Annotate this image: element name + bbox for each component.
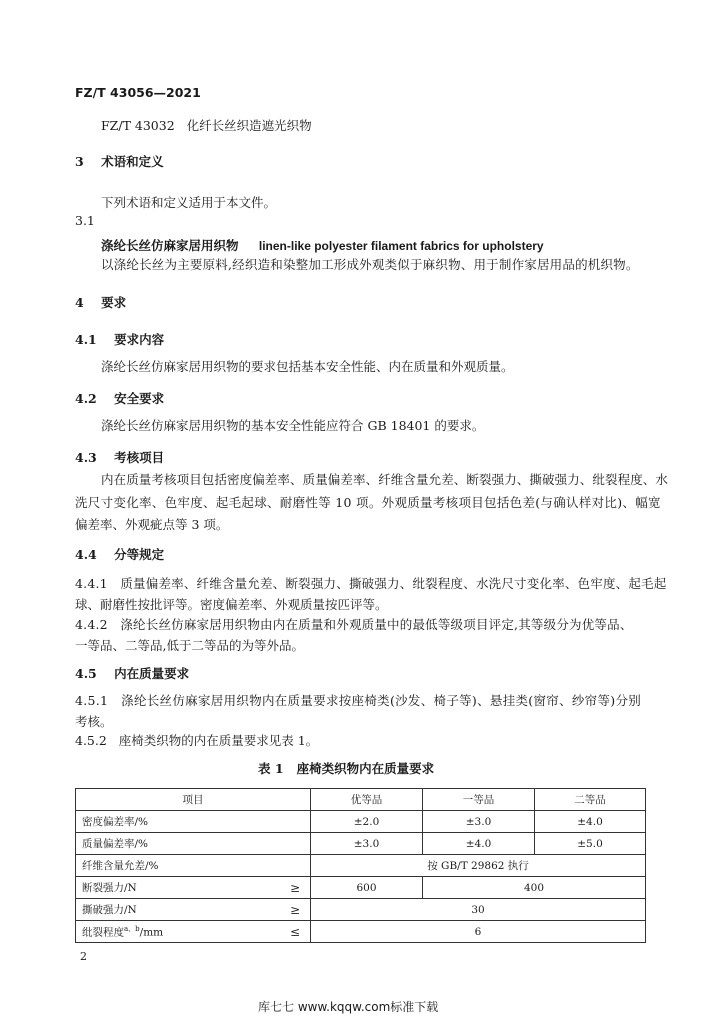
clause-number: 4.4.1 bbox=[75, 576, 108, 591]
reference-title: 化纤长丝织造遮光织物 bbox=[186, 118, 312, 133]
table-row bbox=[76, 921, 646, 943]
clause-4-3-line-1: 内在质量考核项目包括密度偏差率、质量偏差率、纤维含量允差、断裂强力、撕破强力、纰裂程度、水 bbox=[101, 472, 669, 487]
cell-merged: 6 bbox=[311, 921, 646, 943]
clause-4-5-1-line-2: 考核。 bbox=[75, 714, 113, 729]
table-row bbox=[76, 833, 646, 855]
clause-4-4-2-line-2: 一等品、二等品,低于二等品的为等外品。 bbox=[75, 638, 304, 653]
clause-title: 要求内容 bbox=[114, 332, 165, 347]
clause-4-1-text: 涤纶长丝仿麻家居用织物的要求包括基本安全性能、内在质量和外观质量。 bbox=[101, 359, 514, 374]
table-row bbox=[76, 899, 646, 921]
row-label: 断裂强力/N bbox=[76, 877, 281, 899]
clause-text: 涤纶长丝仿麻家居用织物由内在质量和外观质量中的最低等级项目评定,其等级分为优等品、 bbox=[120, 617, 633, 632]
footer-watermark-text: 库七七 www.kqqw.com标准下载 bbox=[258, 1000, 439, 1014]
clause-text: 质量偏差率、纤维含量允差、断裂强力、撕破强力、纰裂程度、水洗尺寸变化率、色牢度、起毛起 bbox=[120, 576, 667, 591]
header-premium: 优等品 bbox=[311, 789, 423, 811]
term-en: linen-like polyester filament fabrics for upholstery bbox=[258, 239, 544, 253]
row-label: 纤维含量允差/% bbox=[76, 855, 311, 877]
cell-second-grade: ±4.0 bbox=[535, 811, 646, 833]
table-row bbox=[76, 877, 646, 899]
clause-number: 4.5 bbox=[75, 666, 97, 681]
clause-number: 4.4 bbox=[75, 547, 97, 562]
clause-title: 分等规定 bbox=[114, 547, 165, 562]
clause-title: 内在质量要求 bbox=[114, 666, 190, 681]
table-row bbox=[76, 855, 646, 877]
clause-4-3-heading bbox=[75, 448, 164, 466]
cell-first-grade: ±3.0 bbox=[423, 811, 535, 833]
reference-code: FZ/T 43032 bbox=[101, 118, 175, 133]
table-number: 表 1 bbox=[258, 761, 284, 776]
comparison-symbol: ≥ bbox=[281, 899, 311, 921]
term-entry bbox=[101, 235, 544, 254]
clause-4-5-heading bbox=[75, 664, 189, 682]
clause-4-3-line-2: 洗尺寸变化率、色牢度、起毛起球、耐磨性等 10 项。外观质量考核项目包括色差(与确认样对比)、幅宽 bbox=[75, 495, 661, 510]
section-title: 要求 bbox=[101, 295, 127, 310]
clause-title: 安全要求 bbox=[114, 391, 165, 406]
row-label: 质量偏差率/% bbox=[76, 833, 311, 855]
clause-title: 考核项目 bbox=[114, 450, 165, 465]
header-first-grade: 一等品 bbox=[423, 789, 535, 811]
footnote-marker: a、b bbox=[124, 924, 140, 933]
section-3-heading bbox=[75, 152, 164, 170]
section-4-heading bbox=[75, 293, 126, 311]
table-row bbox=[76, 811, 646, 833]
label-unit: /mm bbox=[139, 926, 164, 939]
comparison-symbol: ≤ bbox=[281, 921, 311, 943]
clause-4-5-2 bbox=[75, 731, 318, 749]
clause-4-2-text: 涤纶长丝仿麻家居用织物的基本安全性能应符合 GB 18401 的要求。 bbox=[101, 418, 485, 433]
cell-first-second-grade: 400 bbox=[423, 877, 646, 899]
label-text: 纰裂程度 bbox=[82, 926, 124, 939]
row-label: 撕破强力/N bbox=[76, 899, 281, 921]
section-number: 3 bbox=[75, 154, 84, 169]
clause-number: 4.2 bbox=[75, 391, 97, 406]
table-caption bbox=[258, 759, 434, 777]
table-title: 座椅类织物内在质量要求 bbox=[296, 761, 435, 776]
cell-second-grade: ±5.0 bbox=[535, 833, 646, 855]
clause-4-5-1-line-1 bbox=[75, 691, 641, 709]
clause-4-2-heading bbox=[75, 389, 164, 407]
clause-number: 4.1 bbox=[75, 332, 97, 347]
clause-number: 4.5.1 bbox=[75, 693, 109, 708]
comparison-symbol: ≥ bbox=[281, 877, 311, 899]
clause-text: 涤纶长丝仿麻家居用织物内在质量要求按座椅类(沙发、椅子等)、悬挂类(窗帘、纱帘等)分别 bbox=[121, 693, 642, 708]
clause-4-1-heading bbox=[75, 330, 164, 348]
row-label bbox=[76, 921, 281, 943]
term-cn: 涤纶长丝仿麻家居用织物 bbox=[101, 238, 239, 253]
cell-merged: 30 bbox=[311, 899, 646, 921]
quality-requirements-table bbox=[75, 788, 646, 943]
section-3-intro: 下列术语和定义适用于本文件。 bbox=[101, 195, 277, 210]
clause-number: 4.4.2 bbox=[75, 617, 108, 632]
clause-4-3-line-3: 偏差率、外观疵点等 3 项。 bbox=[75, 517, 229, 532]
cell-premium: ±3.0 bbox=[311, 833, 423, 855]
cell-merged: 按 GB/T 29862 执行 bbox=[311, 855, 646, 877]
section-number: 4 bbox=[75, 295, 84, 310]
term-definition: 以涤纶长丝为主要原料,经织造和染整加工形成外观类似于麻织物、用于制作家居用品的机织物。 bbox=[101, 257, 639, 272]
clause-text: 座椅类织物的内在质量要求见表 1。 bbox=[118, 733, 319, 748]
clause-4-4-1-line-2: 球、耐磨性按批评等。密度偏差率、外观质量按匹评等。 bbox=[75, 597, 388, 612]
clause-4-4-heading bbox=[75, 545, 164, 563]
standard-number: FZ/T 43056—2021 bbox=[75, 85, 201, 100]
cell-premium: ±2.0 bbox=[311, 811, 423, 833]
section-title: 术语和定义 bbox=[101, 154, 164, 169]
cell-first-grade: ±4.0 bbox=[423, 833, 535, 855]
clause-3-1-number: 3.1 bbox=[75, 213, 95, 228]
clause-4-4-2-line-1 bbox=[75, 615, 633, 633]
header-item: 项目 bbox=[76, 789, 311, 811]
clause-4-4-1-line-1 bbox=[75, 574, 666, 592]
row-label: 密度偏差率/% bbox=[76, 811, 311, 833]
cell-premium: 600 bbox=[311, 877, 423, 899]
reference-entry bbox=[101, 116, 312, 134]
page-number: 2 bbox=[80, 950, 87, 963]
table-header-row bbox=[76, 789, 646, 811]
clause-number: 4.5.2 bbox=[75, 733, 107, 748]
clause-number: 4.3 bbox=[75, 450, 97, 465]
header-second-grade: 二等品 bbox=[535, 789, 646, 811]
